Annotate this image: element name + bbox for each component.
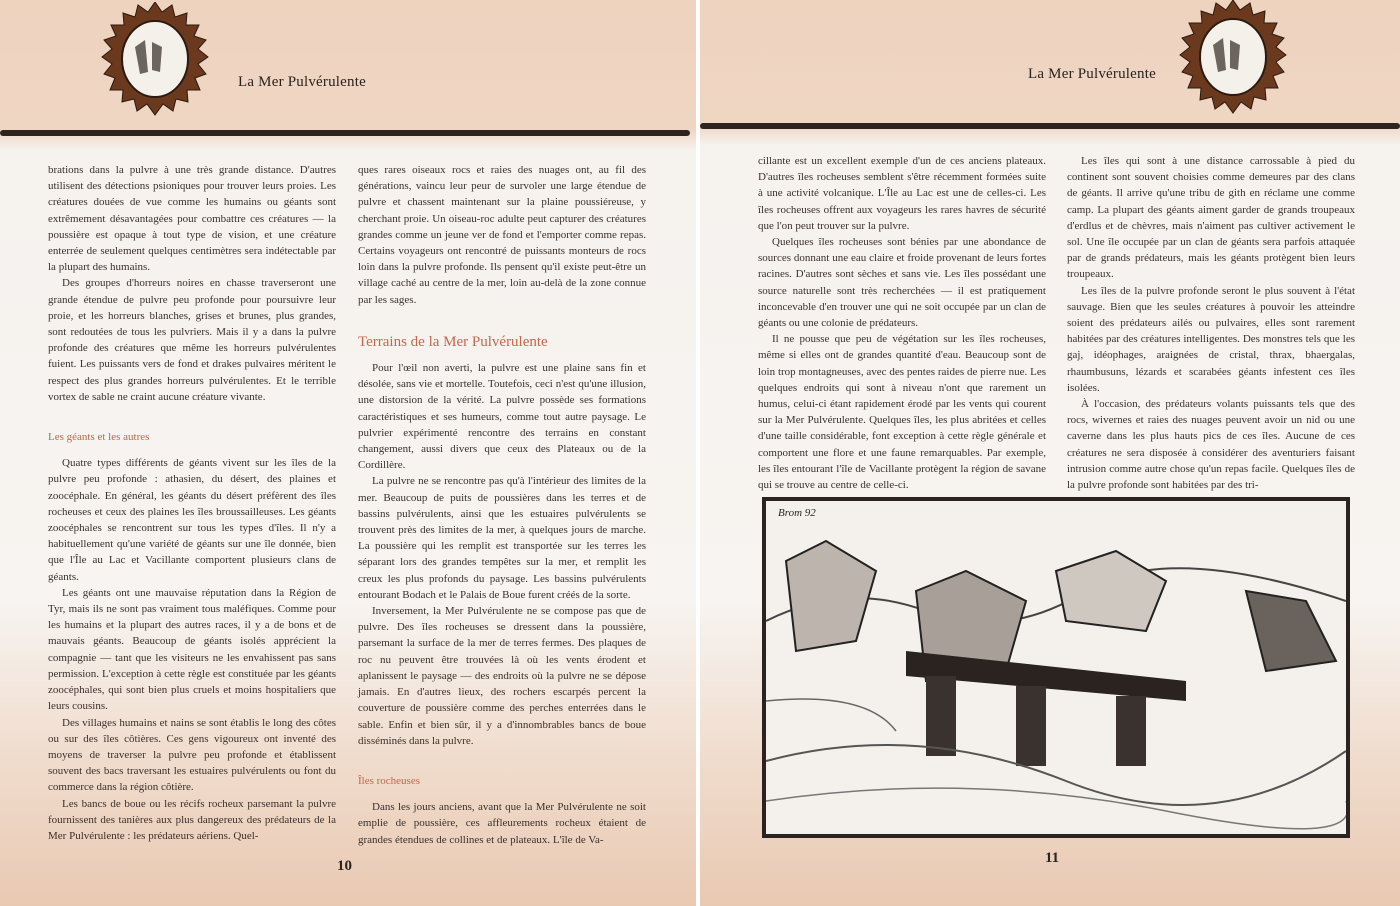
left-column-2: [358, 162, 646, 848]
right-column-2: [1067, 153, 1355, 493]
chapter-emblem-icon: [1178, 0, 1288, 115]
paragraph: brations dans la pulvre à une très grande distance. D'autres utilisent des détections psioniques pour trouver leurs proies. Les créatures douées de vue comme les humains ou géants sont extrêmement désavantagées pour combattre ces créatures — la poussière est opaque à tout type de vision, et une créature enterrée de seulement quelques centimètres sera indétectable par la plupart des humains.: [48, 164, 336, 274]
paragraph: Il ne pousse que peu de végétation sur les îles rocheuses, même si elles ont de grandes quantité d'eau. Beaucoup sont de loin trop montagneuses, avec des pentes raides de pierre nue. Les quelques endroits qui sont à niveau n'ont que rarement un humus, celui-ci étant rapidement érodé par les vents qui courent sur la Mer Pulvérulente. Quelques îles, les plus abritées et celles d'une taille considérable, font exception à cette règle générale et comportent une flore et une faune remarquables. Par exemple, les îles entourant l'île de Vacillante protègent la région de savane qui se trouve au centre de celle-ci.: [758, 333, 1046, 492]
left-page: [0, 0, 696, 906]
illustration-rock-islands: [762, 497, 1350, 838]
paragraph: Les bancs de boue ou les récifs rocheux parsemant la pulvre fournissent des tanières aux plus dangereux des prédateurs de la Mer Pulvérulente : les prédateurs aériens. Quel-: [48, 797, 336, 842]
paragraph: La pulvre ne se rencontre pas qu'à l'intérieur des limites de la mer. Beaucoup de puits de poussières dans les terres et de bassins pulvérulents, ainsi que les estuaires pulvérulents se trouvent près des limites de la mer, à quelques jours de marche. La poussière qui les remplit est transportée sur les terres les séparant lors des grandes tempêtes sur la mer, et remplit les creux les plus profonds du paysage. Les bassins pulvérulents entourant Bodach et le Palais de Boue furent créés de la sorte.: [358, 475, 646, 601]
paragraph: Les îles de la pulvre profonde seront le plus souvent à l'état sauvage. Bien que les seules créatures à pouvoir les atteindre soient des prédateurs ailés ou pulvaires, elles sont rarement habitées par des créatures intelligentes. Des monstres tels que les gaj, idéophages, araignées de cristal, thrax, bhaergalas, rhaumbusuns, lézards et scarabées géants infestent ces îles isolées.: [1067, 284, 1355, 394]
paragraph: Inversement, la Mer Pulvérulente ne se compose pas que de pulvre. Des îles rocheuses se dressent dans la poussière, parsemant la surface de la mer de terres fermes. Des plaques de roc nu peuvent être trouvées là où les vents érodent et aplanissent le paysage — des endroits où la pulvre ne se dépose jamais. En d'autres lieux, des rochers escarpés percent la couverture de poussière comme des perches enterrées dans le sable. Enfin et bien sûr, il y a d'innombrables bancs de boue disséminés dans la pulvre.: [358, 605, 646, 747]
subsection-heading: Les géants et les autres: [48, 431, 150, 444]
running-head: La Mer Pulvérulente: [238, 74, 366, 90]
landscape-sketch-icon: [766, 501, 1346, 834]
chapter-emblem-icon: [100, 2, 210, 117]
page-number: 10: [337, 858, 352, 874]
paragraph: Dans les jours anciens, avant que la Mer Pulvérulente ne soit emplie de poussière, ces affleurements rocheux étaient de grandes étendues de collines et de plateaux. L'île de Va-: [358, 801, 646, 846]
right-column-1: [758, 153, 1046, 493]
paragraph: Des groupes d'horreurs noires en chasse traverseront une grande étendue de pulvre peu profonde pour poursuivre leur proie, et les horreurs blanches, grises et brunes, plus grandes, sont redoutées de tous les pulvriers. Mais il y a dans la pulvre profonde des créatures que même les horreurs pulvérulentes fuient. Les puissants vers de fond et drakes pulvaires méritent le respect des plus grandes horreurs pulvérulentes. Et le terrible vortex de sable ne craint aucune créature vivante.: [48, 277, 336, 403]
paragraph: Pour l'œil non averti, la pulvre est une plaine sans fin et désolée, sans vie et mortelle. Toutefois, ceci n'est qu'une illusion, une distorsion de la vérité. La pulvre possède ses formations caractéristiques et ses humeurs, comme tout autre paysage. Le pulvrier expérimenté rencontre des terrains en constant changement, aussi divers que ceux des Plateaux ou de la Cordillère.: [358, 362, 646, 472]
paragraph: Quelques îles rocheuses sont bénies par une abondance de sources donnant une eau claire et froide provenant de leurs fortes racines. D'autres sont sèches et sans vie. Les îles possédant une source naturelle sont très recherchées — il est pratiquement inconcevable d'en trouver une qui ne soit occupée par un clan de géants ou une colonie de prédateurs.: [758, 236, 1046, 330]
artist-signature: Brom 92: [778, 507, 816, 519]
left-column-1: [48, 162, 336, 844]
subsection-heading: Îles rocheuses: [358, 774, 421, 787]
paragraph: Des villages humains et nains se sont établis le long des côtes ou sur des îles côtières. Ces gens vigoureux ont inventé des moyens de traverser la pulvre peu profonde et établissent souvent des bacs traversant les estuaires pulvérulents ou font du commerce dans la région côtière.: [48, 716, 336, 794]
paragraph: ques rares oiseaux rocs et raies des nuages ont, au fil des générations, vaincu leur peur de survoler une large étendue de pulvre et chassent maintenant sur la plaine poussiéreuse, y cherchant proie. Un oiseau-roc adulte peut capturer des créatures grandes comme un jeune ver de fond et l'emporter comme repas. Certains voyageurs ont rencontré de puissants monteurs de rocs loin dans la pulvre profonde. Ils pensent qu'il existe peut-être un village caché au centre de la mer, loin au-delà de la zone connue par les sages.: [358, 164, 646, 306]
page-number: 11: [1045, 850, 1060, 866]
paragraph: Les géants ont une mauvaise réputation dans la Région de Tyr, mais ils ne sont pas vraiment tous maléfiques. Comme pour les humains et la plupart des autres races, il y a de bons et de mauvais géants. Beaucoup de géants isolés apprécient la compagnie — tant que les visiteurs ne les envahissent pas sans permission. L'exception à cette règle est constituée par les géants zoocéphales, qui sont bien plus cruels et moins hospitaliers que leurs cousins.: [48, 586, 336, 713]
paragraph: À l'occasion, des prédateurs volants puissants tels que des rocs, wivernes et raies des nuages peuvent avoir un nid ou une caverne dans les plus hauts pics de ces îles. Aucune de ces créatures ne sera disposée à considérer des aventuriers faisant intrusion comme autre chose qu'un repas facile. Quelques îles de la pulvre profonde sont habitées par des tri-: [1067, 398, 1355, 492]
paragraph: cillante est un excellent exemple d'un de ces anciens plateaux. D'autres îles rocheuses semblent s'être récemment formées suite à une activité volcanique. L'Île au Lac est une de celles-ci. Les îles rocheuses offrent aux voyageurs les rares havres de sécurité que l'on peut trouver sur la pulvre.: [758, 155, 1046, 232]
paragraph: Quatre types différents de géants vivent sur les îles de la pulvre peu profonde : athasien, du désert, des plaines et zoocéphale. En général, les géants du désert préfèrent des îles rocheuses et ceux des plaines les îles broussailleuses. Les géants zoocéphales se rencontrent sur tous les types d'îles. Il n'y a habituellement qu'une variété de géants sur une île donnée, bien que l'Île au Lac et Vacillante comportent plusieurs clans de géants.: [48, 457, 336, 583]
section-title: Terrains de la Mer Pulvérulente: [358, 333, 548, 350]
header-divider: [700, 123, 1400, 129]
paragraph: Les îles qui sont à une distance carrossable à pied du continent sont souvent choisies comme demeures par des clans de géants. Il arrive qu'une tribu de gith en réclame une comme camp. La plupart des géants aiment garder de grands troupeaux d'erdlus et de chèvres, mais n'aiment pas cultiver activement le sol. Une île occupée par un clan de géants sera parfois attaquée par de grands prédateurs, mais les géants protègent bien leurs troupeaux.: [1067, 155, 1355, 281]
header-divider: [0, 130, 690, 136]
running-head: La Mer Pulvérulente: [1028, 66, 1156, 82]
